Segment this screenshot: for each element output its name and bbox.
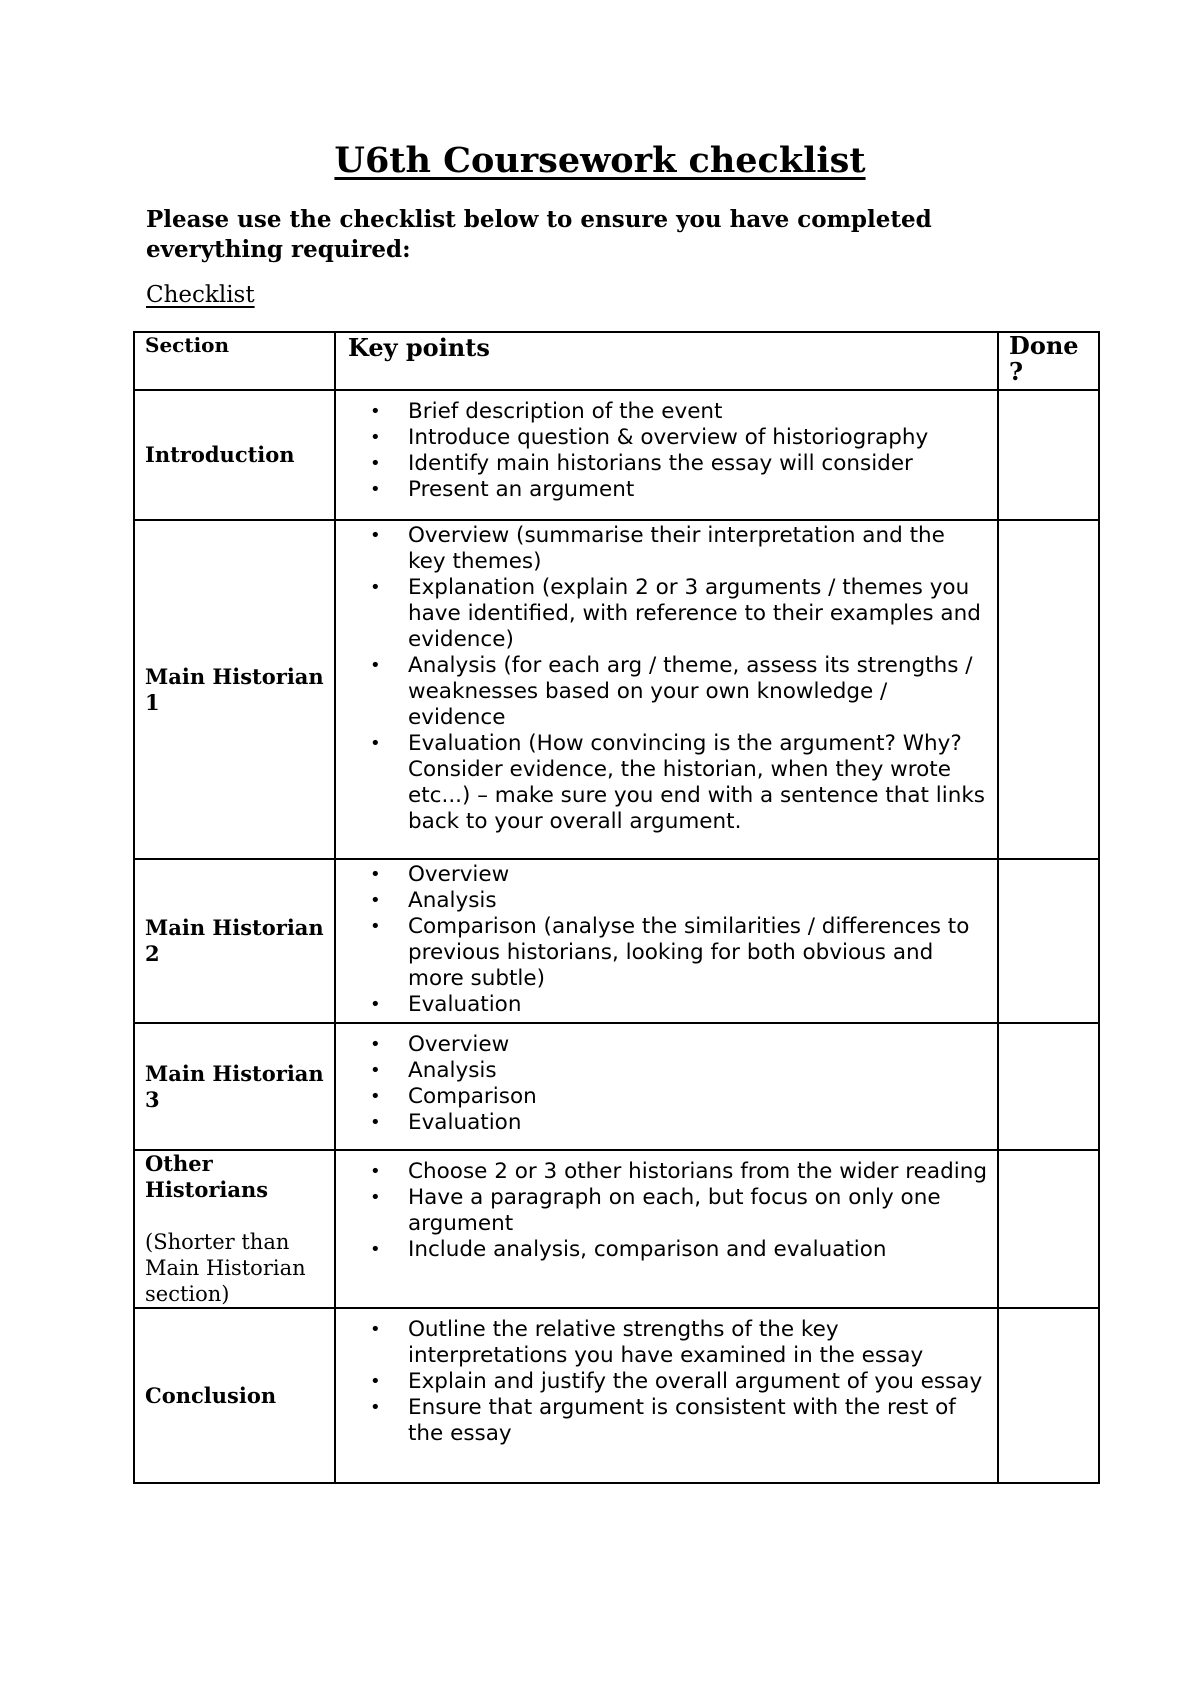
- key-points-cell: [335, 859, 998, 1023]
- done-checkbox-cell[interactable]: [998, 1023, 1099, 1150]
- bullet-icon: •: [370, 401, 381, 422]
- bullet-icon: •: [370, 733, 381, 754]
- list-item: [352, 451, 987, 477]
- done-checkbox-cell[interactable]: [998, 520, 1099, 859]
- table-row: [134, 520, 1099, 859]
- list-item: [352, 1237, 987, 1263]
- header-section: Section: [134, 332, 335, 390]
- checklist-subheading: Checklist: [146, 282, 255, 308]
- bullet-icon: •: [370, 1371, 381, 1392]
- list-item: [352, 653, 987, 731]
- key-points-cell: [335, 1150, 998, 1308]
- point-text: Comparison (analyse the similarities / differences to previous historians, looking for both obvious and more subtle): [408, 914, 970, 991]
- table-row: [134, 390, 1099, 520]
- key-points-list: [352, 1032, 987, 1136]
- bullet-icon: •: [370, 655, 381, 676]
- bullet-icon: •: [370, 1319, 381, 1340]
- point-text: Evaluation (How convincing is the argument? Why? Consider evidence, the historian, when they wrote etc...) – make sure you end with a sentence that links back to your overall argument.: [408, 731, 985, 834]
- key-points-cell: [335, 390, 998, 520]
- list-item: [352, 1058, 987, 1084]
- section-label: Conclusion: [145, 1382, 277, 1408]
- bullet-icon: •: [370, 1397, 381, 1418]
- table-row: [134, 1308, 1099, 1483]
- section-cell: [134, 390, 335, 520]
- bullet-icon: •: [370, 1086, 381, 1107]
- point-text: Overview: [408, 1032, 510, 1057]
- done-checkbox-cell[interactable]: [998, 1308, 1099, 1483]
- point-text: Analysis (for each arg / theme, assess its strengths / weaknesses based on your own knowledge / evidence: [408, 653, 973, 730]
- header-key-points: Key points: [335, 332, 998, 390]
- bullet-icon: •: [370, 577, 381, 598]
- point-text: Have a paragraph on each, but focus on only one argument: [408, 1185, 941, 1236]
- section-cell: [134, 520, 335, 859]
- list-item: [352, 914, 987, 992]
- point-text: Outline the relative strengths of the key interpretations you have examined in the essay: [408, 1317, 924, 1368]
- point-text: Brief description of the event: [408, 399, 723, 424]
- list-item: [352, 731, 987, 835]
- point-text: Analysis: [408, 888, 497, 913]
- list-item: [352, 523, 987, 575]
- key-points-cell: [335, 1023, 998, 1150]
- key-points-cell: [335, 520, 998, 859]
- key-points-list: [352, 1159, 987, 1263]
- list-item: [352, 862, 987, 888]
- point-text: Evaluation: [408, 1110, 522, 1135]
- page-title: U6th Coursework checklist: [334, 140, 866, 181]
- point-text: Explain and justify the overall argument of you essay: [408, 1369, 983, 1394]
- list-item: [352, 992, 987, 1018]
- bullet-icon: •: [370, 479, 381, 500]
- point-text: Identify main historians the essay will consider: [408, 451, 913, 476]
- list-item: [352, 425, 987, 451]
- bullet-icon: •: [370, 1239, 381, 1260]
- bullet-icon: •: [370, 1161, 381, 1182]
- table-row: [134, 1023, 1099, 1150]
- table-row: [134, 859, 1099, 1023]
- bullet-icon: •: [370, 1060, 381, 1081]
- key-points-list: [352, 1317, 987, 1447]
- bullet-icon: •: [370, 1187, 381, 1208]
- done-checkbox-cell[interactable]: [998, 1150, 1099, 1308]
- bullet-icon: •: [370, 1112, 381, 1133]
- section-cell: [134, 859, 335, 1023]
- point-text: Evaluation: [408, 992, 522, 1017]
- section-cell: [134, 1150, 335, 1308]
- key-points-cell: [335, 1308, 998, 1483]
- section-label: Main Historian 3: [145, 1060, 324, 1112]
- bullet-icon: •: [370, 453, 381, 474]
- section-label: Introduction: [145, 442, 295, 467]
- list-item: [352, 888, 987, 914]
- checklist-table: [133, 331, 1100, 1484]
- point-text: Ensure that argument is consistent with the rest of the essay: [408, 1395, 956, 1446]
- list-item: [352, 1159, 987, 1185]
- section-label: Other Historians: [145, 1151, 269, 1202]
- list-item: [352, 1084, 987, 1110]
- point-text: Overview (summarise their interpretation and the key themes): [408, 523, 945, 574]
- done-checkbox-cell[interactable]: [998, 859, 1099, 1023]
- point-text: Analysis: [408, 1058, 497, 1083]
- list-item: [352, 575, 987, 653]
- bullet-icon: •: [370, 427, 381, 448]
- key-points-list: [352, 523, 987, 835]
- point-text: Overview: [408, 862, 510, 887]
- section-note: (Shorter than Main Historian section): [145, 1230, 306, 1306]
- intro-text: Please use the checklist below to ensure you have completed everything required:: [146, 206, 932, 263]
- table-header-row: [134, 332, 1099, 390]
- section-label: Main Historian 1: [145, 663, 324, 715]
- point-text: Include analysis, comparison and evaluation: [408, 1237, 887, 1262]
- point-text: Present an argument: [408, 477, 635, 502]
- point-text: Explanation (explain 2 or 3 arguments / themes you have identified, with reference to their examples and evidence): [408, 575, 981, 652]
- bullet-icon: •: [370, 1034, 381, 1055]
- section-cell: [134, 1308, 335, 1483]
- done-checkbox-cell[interactable]: [998, 390, 1099, 520]
- list-item: [352, 1110, 987, 1136]
- bullet-icon: •: [370, 525, 381, 546]
- section-cell: [134, 1023, 335, 1150]
- list-item: [352, 1395, 987, 1447]
- list-item: [352, 399, 987, 425]
- point-text: Introduce question & overview of historiography: [408, 425, 929, 450]
- bullet-icon: •: [370, 916, 381, 937]
- key-points-list: [352, 399, 987, 503]
- key-points-list: [352, 862, 987, 1018]
- list-item: [352, 1369, 987, 1395]
- list-item: [352, 1185, 987, 1237]
- list-item: [352, 1317, 987, 1369]
- table-row: [134, 1150, 1099, 1308]
- header-done: Done ?: [998, 332, 1099, 390]
- point-text: Choose 2 or 3 other historians from the wider reading: [408, 1159, 987, 1184]
- point-text: Comparison: [408, 1084, 537, 1109]
- bullet-icon: •: [370, 864, 381, 885]
- bullet-icon: •: [370, 890, 381, 911]
- list-item: [352, 477, 987, 503]
- bullet-icon: •: [370, 994, 381, 1015]
- list-item: [352, 1032, 987, 1058]
- section-label: Main Historian 2: [145, 915, 324, 966]
